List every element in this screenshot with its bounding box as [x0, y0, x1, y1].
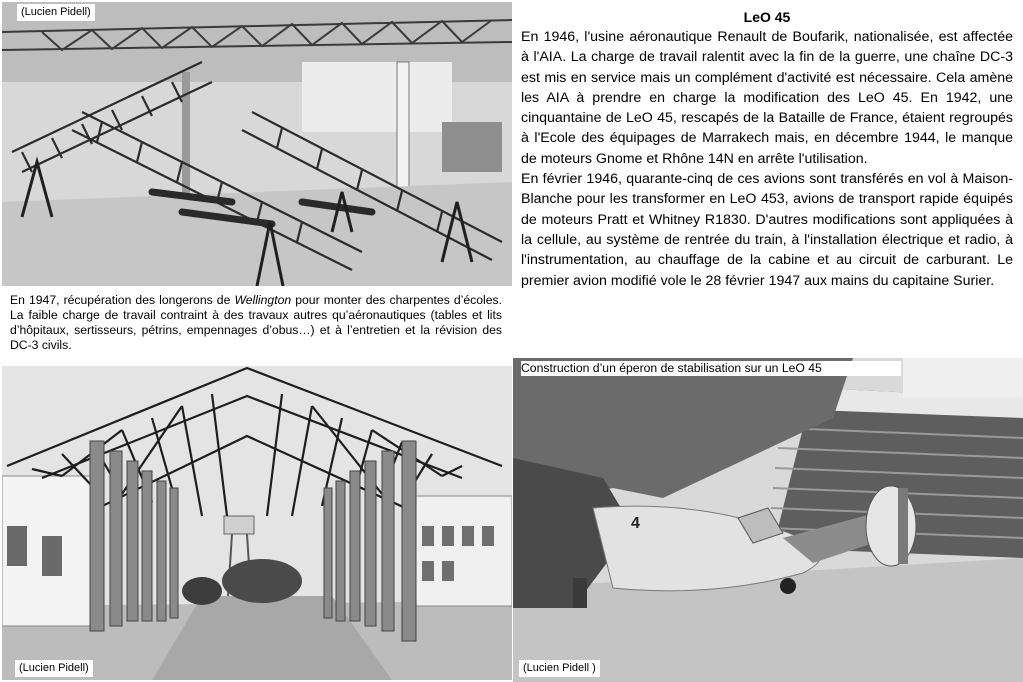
article — [521, 8, 1013, 291]
caption-italic-text: Wellington — [234, 293, 292, 307]
aircraft-caption: Construction d’un éperon de stabilisation sur un LeO 45 — [521, 361, 901, 376]
workshop-photo-drawing — [2, 2, 512, 286]
photo-credit: (Lucien Pidell) — [15, 660, 93, 677]
caption-text: En 1947, récupération des longerons de — [10, 293, 235, 307]
article-title: LeO 45 — [743, 9, 791, 25]
workshop-caption — [10, 293, 502, 353]
article-paragraph: En février 1946, quarante-cinq de ces avions sont transférés en vol à Maison-Blanche pour les transformer en LeO 453, avions de transport rapide équipés de moteurs Pratt et Whitney R1830. D'autres modifications sont appliquées à la cellule, au système de rentrée du train, à l'installation électrique et radio, à l'instrumentation, au chauffage de la cabine et au circuit de carburant. Le premier avion modifié vole le 28 février 1947 aux mains du capitaine Surier. — [521, 171, 1013, 289]
workshop-photo — [2, 2, 512, 286]
tail-marking: 4 — [631, 515, 640, 532]
aircraft-tail-photo — [513, 358, 1023, 682]
aircraft-tail-drawing — [513, 358, 1023, 682]
hangar-frame-drawing — [2, 366, 512, 680]
photo-credit: (Lucien Pidell) — [17, 4, 95, 21]
article-paragraph: En 1946, l'usine aéronautique Renault de Boufarik, nationalisée, est affectée à l'AIA. La charge de travail ralentit avec la fin de la guerre, une chaîne DC-3 est mis en service mais un complément d'activité est nécessaire. Cela amène les AIA à prendre en charge la modification des LeO 45. En 1942, une cinquantaine de LeO 45, rescapés de la Bataille de France, étaient regroupés à l'Ecole des équipages de Marrakech mais, en décembre 1944, le manque de moteurs Gnome et Rhône 14N en arrête l'utilisation. — [521, 29, 1013, 167]
hangar-frame-photo — [2, 366, 512, 680]
photo-credit: (Lucien Pidell ) — [519, 660, 600, 677]
caption-text: pour monter des charpentes d’écoles. La faible charge de travail contraint à des travaux autres qu’aéronautiques (tables et lits d’hôpitaux, sertisseurs, pétrins, empennages d’obus…) et à l’entretien et la révision des DC-3 civils. — [10, 293, 502, 352]
